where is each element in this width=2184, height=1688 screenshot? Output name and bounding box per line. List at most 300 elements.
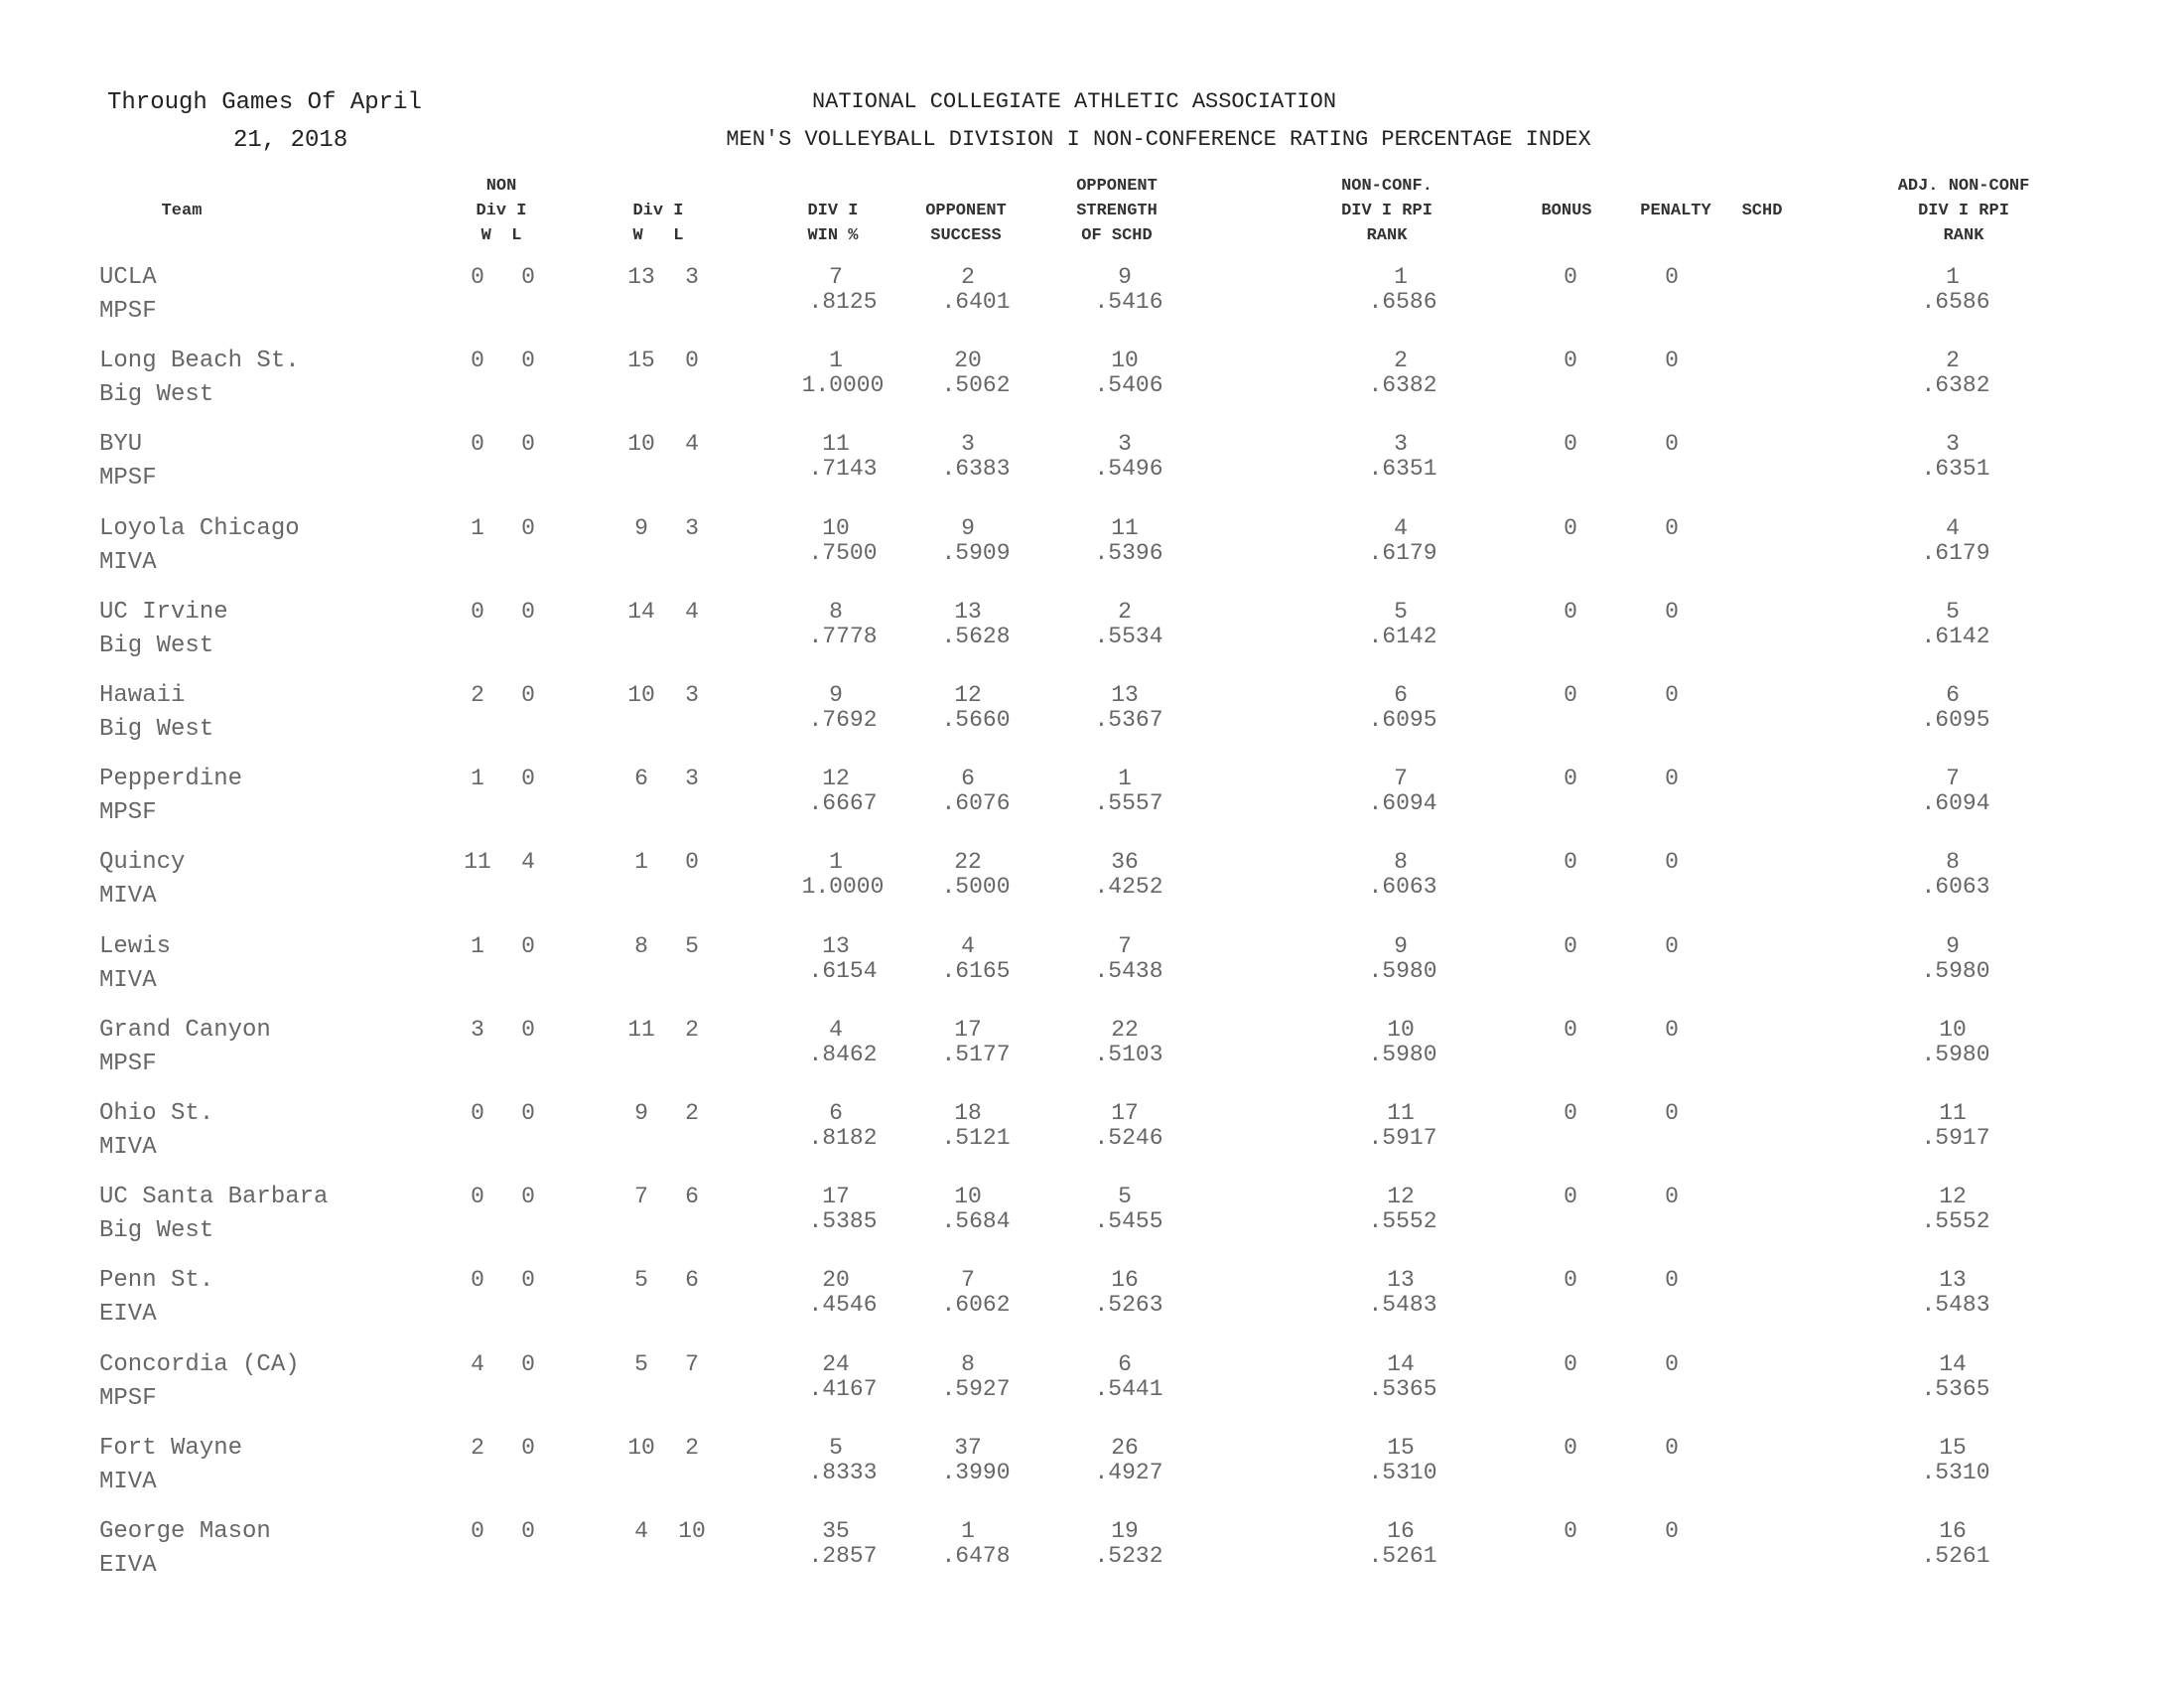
opp-success-value: .6383: [941, 456, 1011, 482]
col-oppsucc-header-2: SUCCESS: [930, 226, 1002, 245]
adj-rpi-value: .5980: [1921, 1042, 1990, 1067]
nonconf-rpi-rank: 1: [1394, 264, 1408, 290]
div-losses: 7: [685, 1351, 699, 1377]
win-pct-rank: 24: [822, 1351, 850, 1377]
opp-success-value: .6401: [941, 289, 1011, 315]
opp-strength-value: .4252: [1094, 874, 1163, 900]
bonus-value: 0: [1564, 431, 1577, 457]
win-pct-rank: 11: [822, 431, 850, 457]
bonus-value: 0: [1564, 264, 1577, 290]
opp-success-rank: 2: [961, 264, 975, 290]
win-pct-value: .6667: [808, 790, 878, 816]
team-name: George Mason: [99, 1518, 271, 1545]
team-name: Hawaii: [99, 682, 186, 709]
opp-strength-rank: 11: [1111, 515, 1139, 541]
opp-success-rank: 17: [954, 1017, 982, 1043]
opp-success-value: .5909: [941, 540, 1011, 566]
col-oppstr-header-2: STRENGTH: [1076, 202, 1158, 220]
opp-strength-value: .5455: [1094, 1208, 1163, 1234]
adj-rpi-value: .6095: [1921, 707, 1990, 733]
opp-strength-value: .5496: [1094, 456, 1163, 482]
nonconf-losses: 0: [521, 1100, 535, 1126]
nonconf-losses: 0: [521, 1017, 535, 1043]
win-pct-rank: 20: [822, 1267, 850, 1293]
nonconf-rpi-rank: 15: [1387, 1435, 1415, 1461]
opp-strength-rank: 7: [1118, 933, 1132, 959]
bonus-value: 0: [1564, 1518, 1577, 1544]
div-wins: 15: [627, 348, 655, 373]
team-name: Ohio St.: [99, 1100, 214, 1127]
conference-name: EIVA: [99, 1301, 157, 1328]
through-date-label: 21, 2018: [233, 127, 348, 154]
nonconf-losses: 0: [521, 264, 535, 290]
opp-success-value: .5660: [941, 707, 1011, 733]
win-pct-rank: 35: [822, 1518, 850, 1544]
team-name: BYU: [99, 431, 143, 458]
win-pct-value: .4167: [808, 1376, 878, 1402]
col-ncrpi-header-1: NON-CONF.: [1341, 177, 1433, 196]
nonconf-wins: 1: [471, 766, 484, 791]
col-oppstr-header-3: OF SCHD: [1081, 226, 1153, 245]
opp-strength-rank: 17: [1111, 1100, 1139, 1126]
bonus-value: 0: [1564, 515, 1577, 541]
bonus-value: 0: [1564, 1100, 1577, 1126]
adj-rpi-rank: 15: [1939, 1435, 1967, 1461]
col-adj-header-2: DIV I RPI: [1918, 202, 2009, 220]
win-pct-rank: 9: [829, 682, 843, 708]
win-pct-value: .7778: [808, 624, 878, 649]
nonconf-rpi-rank: 11: [1387, 1100, 1415, 1126]
bonus-value: 0: [1564, 1435, 1577, 1461]
penalty-value: 0: [1665, 682, 1679, 708]
nonconf-rpi-rank: 7: [1394, 766, 1408, 791]
opp-strength-value: .5246: [1094, 1125, 1163, 1151]
adj-rpi-rank: 13: [1939, 1267, 1967, 1293]
adj-rpi-rank: 2: [1946, 348, 1960, 373]
opp-success-value: .5177: [941, 1042, 1011, 1067]
adj-rpi-rank: 16: [1939, 1518, 1967, 1544]
opp-success-value: .5062: [941, 372, 1011, 398]
nonconf-rpi-rank: 2: [1394, 348, 1408, 373]
win-pct-value: .7500: [808, 540, 878, 566]
win-pct-value: .7692: [808, 707, 878, 733]
team-name: Long Beach St.: [99, 348, 300, 374]
nonconf-wins: 2: [471, 682, 484, 708]
nonconf-rpi-value: .5980: [1368, 1042, 1437, 1067]
win-pct-value: 1.0000: [801, 874, 885, 900]
bonus-value: 0: [1564, 682, 1577, 708]
div-losses: 2: [685, 1017, 699, 1043]
nonconf-rpi-rank: 8: [1394, 849, 1408, 875]
nonconf-rpi-value: .6351: [1368, 456, 1437, 482]
through-games-label: Through Games Of April: [107, 89, 422, 116]
adj-rpi-rank: 12: [1939, 1184, 1967, 1209]
col-nondiv-header-2: Div I: [476, 202, 527, 220]
nonconf-wins: 1: [471, 933, 484, 959]
div-wins: 13: [627, 264, 655, 290]
opp-strength-value: .4927: [1094, 1460, 1163, 1485]
win-pct-rank: 12: [822, 766, 850, 791]
adj-rpi-value: .6382: [1921, 372, 1990, 398]
div-wins: 5: [634, 1267, 648, 1293]
div-wins: 14: [627, 599, 655, 625]
opp-strength-value: .5396: [1094, 540, 1163, 566]
nonconf-rpi-value: .6095: [1368, 707, 1437, 733]
win-pct-rank: 1: [829, 348, 843, 373]
opp-strength-rank: 1: [1118, 766, 1132, 791]
conference-name: Big West: [99, 716, 214, 743]
col-adj-header-1: ADJ. NON-CONF: [1897, 177, 2030, 196]
opp-strength-value: .5441: [1094, 1376, 1163, 1402]
penalty-value: 0: [1665, 1435, 1679, 1461]
div-wins: 10: [627, 431, 655, 457]
team-name: UCLA: [99, 264, 157, 291]
opp-success-rank: 37: [954, 1435, 982, 1461]
nonconf-losses: 0: [521, 1435, 535, 1461]
bonus-value: 0: [1564, 1017, 1577, 1043]
nonconf-rpi-rank: 5: [1394, 599, 1408, 625]
adj-rpi-value: .5552: [1921, 1208, 1990, 1234]
nonconf-wins: 0: [471, 1184, 484, 1209]
team-name: UC Irvine: [99, 599, 228, 626]
opp-success-rank: 12: [954, 682, 982, 708]
opp-strength-value: .5263: [1094, 1292, 1163, 1318]
opp-strength-value: .5367: [1094, 707, 1163, 733]
bonus-value: 0: [1564, 599, 1577, 625]
opp-strength-value: .5416: [1094, 289, 1163, 315]
opp-success-rank: 3: [961, 431, 975, 457]
win-pct-value: .6154: [808, 958, 878, 984]
opp-strength-value: .5557: [1094, 790, 1163, 816]
team-name: Fort Wayne: [99, 1435, 243, 1462]
nonconf-rpi-rank: 6: [1394, 682, 1408, 708]
adj-rpi-rank: 7: [1946, 766, 1960, 791]
win-pct-value: 1.0000: [801, 372, 885, 398]
penalty-value: 0: [1665, 1267, 1679, 1293]
col-penalty-header: PENALTY: [1640, 202, 1711, 220]
nonconf-wins: 4: [471, 1351, 484, 1377]
conference-name: MIVA: [99, 549, 157, 576]
penalty-value: 0: [1665, 1351, 1679, 1377]
nonconf-rpi-value: .5310: [1368, 1460, 1437, 1485]
conference-name: MPSF: [99, 1051, 157, 1077]
opp-success-value: .5121: [941, 1125, 1011, 1151]
adj-rpi-rank: 14: [1939, 1351, 1967, 1377]
report-subtitle: MEN'S VOLLEYBALL DIVISION I NON-CONFERENCE RATING PERCENTAGE INDEX: [726, 127, 1591, 152]
opp-strength-value: .5406: [1094, 372, 1163, 398]
bonus-value: 0: [1564, 1184, 1577, 1209]
nonconf-losses: 0: [521, 1184, 535, 1209]
opp-success-rank: 22: [954, 849, 982, 875]
div-wins: 9: [634, 515, 648, 541]
adj-rpi-rank: 8: [1946, 849, 1960, 875]
nonconf-rpi-value: .5980: [1368, 958, 1437, 984]
col-ncrpi-header-2: DIV I RPI: [1341, 202, 1433, 220]
nonconf-rpi-value: .6142: [1368, 624, 1437, 649]
nonconf-losses: 4: [521, 849, 535, 875]
nonconf-rpi-value: .6063: [1368, 874, 1437, 900]
nonconf-losses: 0: [521, 515, 535, 541]
penalty-value: 0: [1665, 1100, 1679, 1126]
adj-rpi-rank: 5: [1946, 599, 1960, 625]
win-pct-value: .8125: [808, 289, 878, 315]
win-pct-rank: 8: [829, 599, 843, 625]
opp-strength-rank: 26: [1111, 1435, 1139, 1461]
div-wins: 9: [634, 1100, 648, 1126]
nonconf-rpi-rank: 14: [1387, 1351, 1415, 1377]
nonconf-losses: 0: [521, 1518, 535, 1544]
opp-strength-rank: 2: [1118, 599, 1132, 625]
div-wins: 6: [634, 766, 648, 791]
nonconf-rpi-value: .5483: [1368, 1292, 1437, 1318]
opp-strength-rank: 6: [1118, 1351, 1132, 1377]
opp-strength-value: .5534: [1094, 624, 1163, 649]
div-losses: 4: [685, 431, 699, 457]
opp-strength-rank: 13: [1111, 682, 1139, 708]
bonus-value: 0: [1564, 933, 1577, 959]
penalty-value: 0: [1665, 515, 1679, 541]
adj-rpi-value: .5261: [1921, 1543, 1990, 1569]
opp-success-rank: 10: [954, 1184, 982, 1209]
adj-rpi-value: .6094: [1921, 790, 1990, 816]
adj-rpi-value: .5483: [1921, 1292, 1990, 1318]
opp-success-value: .6165: [941, 958, 1011, 984]
div-wins: 10: [627, 1435, 655, 1461]
win-pct-rank: 13: [822, 933, 850, 959]
team-name: Pepperdine: [99, 766, 243, 792]
nonconf-rpi-rank: 12: [1387, 1184, 1415, 1209]
nonconf-losses: 0: [521, 348, 535, 373]
div-losses: 10: [678, 1518, 706, 1544]
nonconf-rpi-value: .5917: [1368, 1125, 1437, 1151]
nonconf-losses: 0: [521, 766, 535, 791]
div-wins: 10: [627, 682, 655, 708]
opp-strength-rank: 3: [1118, 431, 1132, 457]
team-name: Lewis: [99, 933, 172, 960]
win-pct-rank: 6: [829, 1100, 843, 1126]
nonconf-wins: 3: [471, 1017, 484, 1043]
conference-name: MIVA: [99, 883, 157, 910]
win-pct-value: .8333: [808, 1460, 878, 1485]
win-pct-rank: 1: [829, 849, 843, 875]
opp-strength-rank: 9: [1118, 264, 1132, 290]
opp-success-rank: 6: [961, 766, 975, 791]
nonconf-wins: 0: [471, 1100, 484, 1126]
penalty-value: 0: [1665, 599, 1679, 625]
adj-rpi-rank: 9: [1946, 933, 1960, 959]
col-oppstr-header-1: OPPONENT: [1076, 177, 1158, 196]
opp-success-rank: 9: [961, 515, 975, 541]
conference-name: MPSF: [99, 1385, 157, 1412]
adj-rpi-value: .6351: [1921, 456, 1990, 482]
col-nondiv-header-1: NON: [485, 177, 517, 196]
opp-success-rank: 8: [961, 1351, 975, 1377]
div-losses: 6: [685, 1184, 699, 1209]
nonconf-rpi-value: .6586: [1368, 289, 1437, 315]
team-name: Penn St.: [99, 1267, 214, 1294]
win-pct-rank: 4: [829, 1017, 843, 1043]
col-winpct-header-2: WIN %: [807, 226, 859, 245]
opp-success-value: .5000: [941, 874, 1011, 900]
div-losses: 6: [685, 1267, 699, 1293]
adj-rpi-value: .5310: [1921, 1460, 1990, 1485]
nonconf-losses: 0: [521, 1267, 535, 1293]
penalty-value: 0: [1665, 1017, 1679, 1043]
team-name: Grand Canyon: [99, 1017, 271, 1044]
nonconf-wins: 0: [471, 1518, 484, 1544]
bonus-value: 0: [1564, 1351, 1577, 1377]
bonus-value: 0: [1564, 849, 1577, 875]
conference-name: Big West: [99, 633, 214, 659]
opp-success-value: .3990: [941, 1460, 1011, 1485]
adj-rpi-value: .5917: [1921, 1125, 1990, 1151]
col-adj-header-3: RANK: [1943, 226, 1984, 245]
nonconf-rpi-rank: 10: [1387, 1017, 1415, 1043]
win-pct-rank: 7: [829, 264, 843, 290]
penalty-value: 0: [1665, 933, 1679, 959]
div-wins: 5: [634, 1351, 648, 1377]
nonconf-rpi-rank: 4: [1394, 515, 1408, 541]
adj-rpi-value: .5980: [1921, 958, 1990, 984]
div-losses: 3: [685, 682, 699, 708]
penalty-value: 0: [1665, 1184, 1679, 1209]
nonconf-rpi-rank: 16: [1387, 1518, 1415, 1544]
conference-name: MIVA: [99, 1469, 157, 1495]
opp-success-rank: 18: [954, 1100, 982, 1126]
conference-name: MIVA: [99, 967, 157, 994]
col-team-header: Team: [161, 202, 203, 220]
nonconf-wins: 0: [471, 1267, 484, 1293]
nonconf-rpi-value: .5261: [1368, 1543, 1437, 1569]
bonus-value: 0: [1564, 348, 1577, 373]
nonconf-wins: 0: [471, 599, 484, 625]
win-pct-value: .8182: [808, 1125, 878, 1151]
opp-success-rank: 1: [961, 1518, 975, 1544]
div-wins: 1: [634, 849, 648, 875]
div-losses: 3: [685, 766, 699, 791]
col-winpct-header-1: DIV I: [807, 202, 859, 220]
penalty-value: 0: [1665, 264, 1679, 290]
div-losses: 2: [685, 1435, 699, 1461]
adj-rpi-rank: 6: [1946, 682, 1960, 708]
div-losses: 0: [685, 348, 699, 373]
adj-rpi-rank: 1: [1946, 264, 1960, 290]
col-div-header-1: Div I: [632, 202, 684, 220]
win-pct-rank: 10: [822, 515, 850, 541]
nonconf-rpi-value: .6094: [1368, 790, 1437, 816]
div-losses: 3: [685, 264, 699, 290]
nonconf-wins: 2: [471, 1435, 484, 1461]
opp-success-value: .5927: [941, 1376, 1011, 1402]
opp-strength-rank: 19: [1111, 1518, 1139, 1544]
opp-success-rank: 4: [961, 933, 975, 959]
opp-success-value: .5628: [941, 624, 1011, 649]
nonconf-rpi-rank: 9: [1394, 933, 1408, 959]
col-nondiv-header-3: W L: [480, 226, 522, 245]
div-wins: 7: [634, 1184, 648, 1209]
nonconf-rpi-value: .6382: [1368, 372, 1437, 398]
conference-name: Big West: [99, 381, 214, 408]
opp-strength-value: .5438: [1094, 958, 1163, 984]
nonconf-rpi-value: .5365: [1368, 1376, 1437, 1402]
nonconf-wins: 0: [471, 348, 484, 373]
conference-name: MPSF: [99, 298, 157, 325]
opp-strength-rank: 10: [1111, 348, 1139, 373]
adj-rpi-value: .5365: [1921, 1376, 1990, 1402]
div-wins: 4: [634, 1518, 648, 1544]
report-title: NATIONAL COLLEGIATE ATHLETIC ASSOCIATION: [811, 89, 1337, 114]
win-pct-value: .8462: [808, 1042, 878, 1067]
nonconf-losses: 0: [521, 431, 535, 457]
adj-rpi-value: .6142: [1921, 624, 1990, 649]
opp-success-rank: 20: [954, 348, 982, 373]
team-name: Loyola Chicago: [99, 515, 300, 542]
penalty-value: 0: [1665, 348, 1679, 373]
col-div-header-2: W L: [632, 226, 684, 245]
opp-strength-rank: 5: [1118, 1184, 1132, 1209]
opp-success-value: .5684: [941, 1208, 1011, 1234]
col-schd-header: SCHD: [1741, 202, 1783, 220]
adj-rpi-value: .6179: [1921, 540, 1990, 566]
opp-success-rank: 7: [961, 1267, 975, 1293]
adj-rpi-rank: 11: [1939, 1100, 1967, 1126]
opp-strength-value: .5232: [1094, 1543, 1163, 1569]
win-pct-value: .4546: [808, 1292, 878, 1318]
bonus-value: 0: [1564, 766, 1577, 791]
conference-name: MPSF: [99, 799, 157, 826]
nonconf-wins: 0: [471, 431, 484, 457]
div-losses: 2: [685, 1100, 699, 1126]
adj-rpi-rank: 3: [1946, 431, 1960, 457]
div-losses: 4: [685, 599, 699, 625]
opp-success-value: .6076: [941, 790, 1011, 816]
adj-rpi-rank: 10: [1939, 1017, 1967, 1043]
div-wins: 11: [627, 1017, 655, 1043]
opp-strength-rank: 36: [1111, 849, 1139, 875]
penalty-value: 0: [1665, 431, 1679, 457]
nonconf-losses: 0: [521, 682, 535, 708]
nonconf-losses: 0: [521, 1351, 535, 1377]
nonconf-rpi-value: .6179: [1368, 540, 1437, 566]
conference-name: MIVA: [99, 1134, 157, 1161]
win-pct-rank: 5: [829, 1435, 843, 1461]
nonconf-rpi-value: .5552: [1368, 1208, 1437, 1234]
div-losses: 0: [685, 849, 699, 875]
nonconf-rpi-rank: 3: [1394, 431, 1408, 457]
conference-name: Big West: [99, 1217, 214, 1244]
conference-name: EIVA: [99, 1552, 157, 1579]
nonconf-losses: 0: [521, 933, 535, 959]
penalty-value: 0: [1665, 1518, 1679, 1544]
adj-rpi-value: .6063: [1921, 874, 1990, 900]
team-name: UC Santa Barbara: [99, 1184, 329, 1210]
opp-strength-rank: 16: [1111, 1267, 1139, 1293]
adj-rpi-rank: 4: [1946, 515, 1960, 541]
nonconf-wins: 0: [471, 264, 484, 290]
opp-strength-rank: 22: [1111, 1017, 1139, 1043]
nonconf-losses: 0: [521, 599, 535, 625]
team-name: Concordia (CA): [99, 1351, 300, 1378]
team-name: Quincy: [99, 849, 186, 876]
div-losses: 5: [685, 933, 699, 959]
nonconf-rpi-rank: 13: [1387, 1267, 1415, 1293]
win-pct-value: .7143: [808, 456, 878, 482]
nonconf-wins: 1: [471, 515, 484, 541]
nonconf-wins: 11: [464, 849, 491, 875]
penalty-value: 0: [1665, 766, 1679, 791]
win-pct-value: .5385: [808, 1208, 878, 1234]
opp-success-rank: 13: [954, 599, 982, 625]
